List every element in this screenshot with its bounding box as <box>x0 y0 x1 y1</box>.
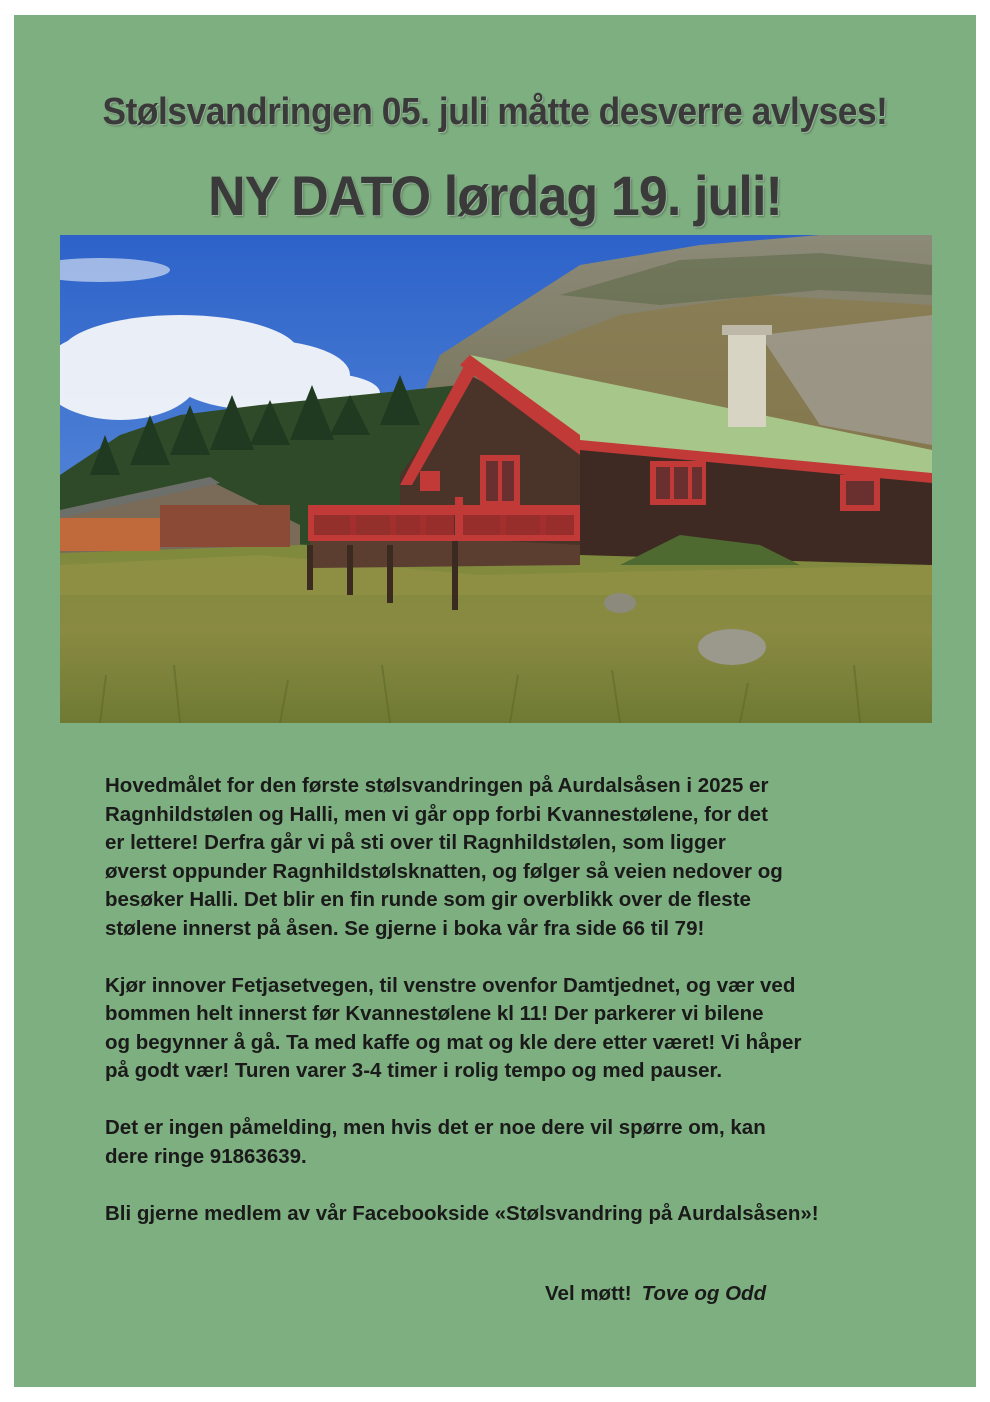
paragraph-contact: Det er ingen påmelding, men hvis det er noe dere vil spørre om, kan dere ringe 91863639. <box>105 1116 766 1168</box>
signoff-greeting: Vel møtt! <box>545 1282 632 1305</box>
paragraph-facebook: Bli gjerne medlem av vår Facebookside «Stølsvandring på Aurdalsåsen»! <box>105 1201 819 1225</box>
headline-new-date: NY DATO lørdag 19. juli! <box>208 164 782 227</box>
paragraph-directions: Kjør innover Fetjasetvegen, til venstre ovenfor Damtjednet, og vær ved bommen helt innerst før Kvannestølene kl 11! Der parkerer vi bilene og begynner å gå. Ta med kaffe og mat og kle dere etter været! Vi håper på godt vær! Turen varer 3-4 timer i rolig tempo og med pauser. <box>105 973 802 1082</box>
headline-cancelled: Stølsvandringen 05. juli måtte desverre avlyses! <box>102 91 888 133</box>
mountain-cabin-photo <box>60 235 932 723</box>
signoff <box>545 1282 766 1306</box>
signoff-names: Tove og Odd <box>641 1282 767 1305</box>
poster <box>14 15 976 1387</box>
paragraph-intro: Hovedmålet for den første stølsvandringen på Aurdalsåsen i 2025 er Ragnhildstølen og Halli, men vi går opp forbi Kvannestølene, for det er lettere! Derfra går vi på sti over til Ragnhildstølen, som ligger øverst oppunder Ragnhildstølsknatten, og følger så veien nedover og besøker Halli. Det blir en fin runde som gir overblikk over de fleste stølene innerst på åsen. Se gjerne i boka vår fra side 66 til 79! <box>105 774 783 940</box>
body-text <box>105 772 925 1257</box>
